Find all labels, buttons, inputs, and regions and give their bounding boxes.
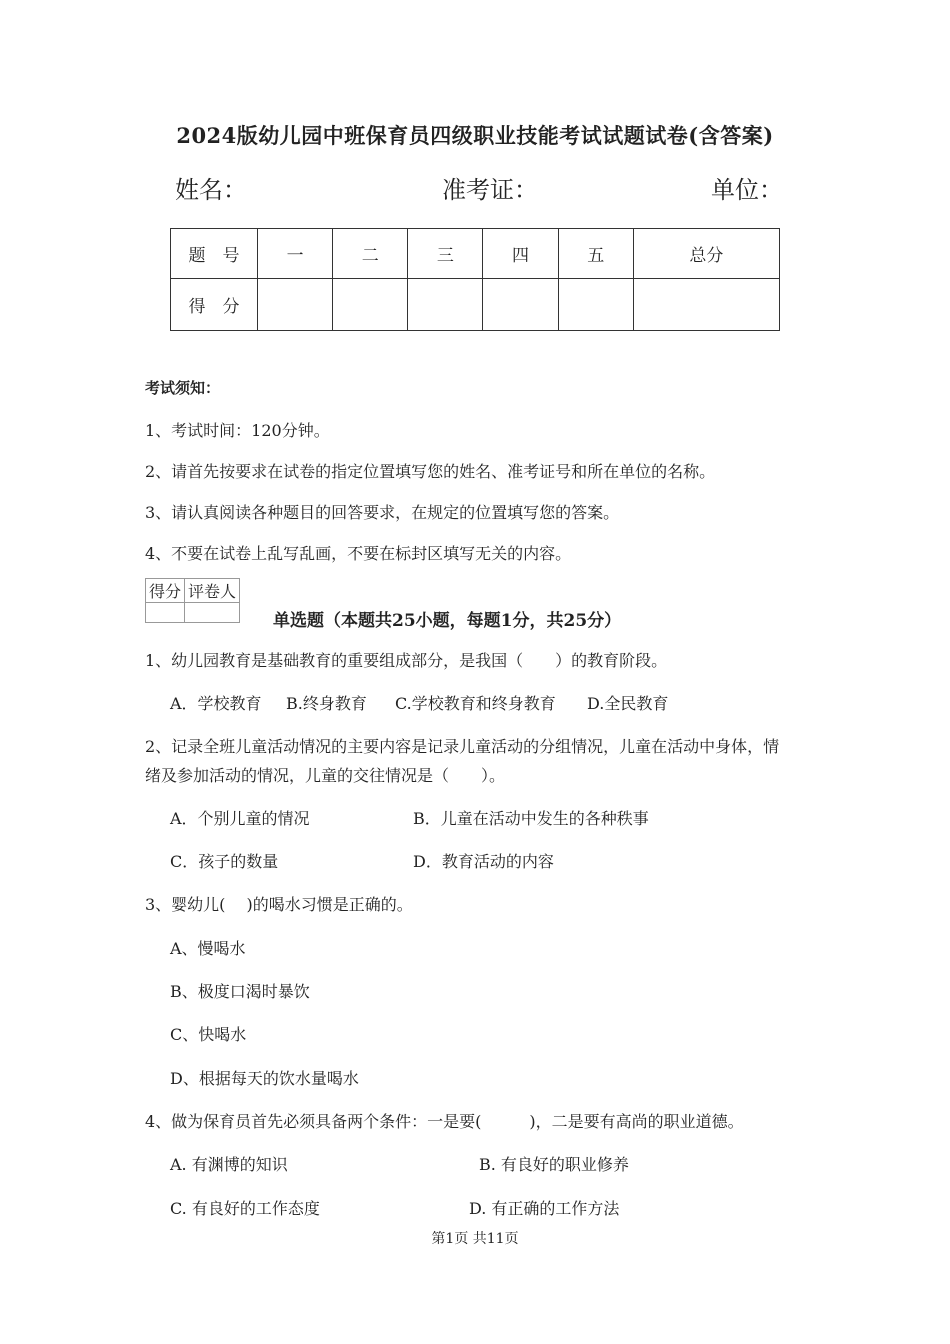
notice-item: 3、请认真阅读各种题目的回答要求，在规定的位置填写您的答案。	[145, 503, 620, 522]
question-2-option-b: B．儿童在活动中发生的各种秩事	[413, 809, 649, 828]
notice-item: 1、考试时间：120分钟。	[145, 421, 330, 440]
section-heading: 单选题（本题共25小题，每题1分，共25分）	[273, 611, 622, 631]
question-2-option-a: A．个别儿童的情况	[170, 809, 310, 828]
grader-score-cell[interactable]	[146, 603, 185, 623]
page-footer: 第1页 共11页	[431, 1231, 519, 1247]
question-3-option-a: A、慢喝水	[170, 939, 246, 958]
score-cell[interactable]	[408, 279, 483, 331]
score-cell[interactable]	[558, 279, 633, 331]
question-1-option-d: D.全民教育	[587, 694, 669, 713]
grader-box	[145, 578, 240, 623]
question-1-option-a: A．学校教育	[170, 694, 262, 713]
question-1-option-c: C.学校教育和终身教育	[395, 694, 556, 713]
score-cell[interactable]	[483, 279, 558, 331]
score-cell[interactable]	[633, 279, 779, 331]
question-2-option-d: D．教育活动的内容	[413, 852, 554, 871]
score-header-cell: 题 号	[171, 229, 258, 279]
question-4-stem: 4、做为保育员首先必须具备两个条件：一是要( )，二是要有高尚的职业道德。	[145, 1112, 744, 1131]
score-table-header-row	[171, 229, 780, 279]
score-header-cell: 三	[408, 229, 483, 279]
notice-item: 4、不要在试卷上乱写乱画，不要在标封区填写无关的内容。	[145, 544, 572, 563]
question-4-option-d: D. 有正确的工作方法	[469, 1199, 620, 1218]
unit-label: 单位：	[711, 176, 783, 204]
question-1-stem: 1、幼儿园教育是基础教育的重要组成部分，是我国（ ）的教育阶段。	[145, 651, 668, 670]
question-3-stem: 3、婴幼儿( )的喝水习惯是正确的。	[145, 895, 413, 914]
question-3-option-c: C、快喝水	[170, 1025, 247, 1044]
score-table	[170, 228, 780, 331]
grader-reviewer-cell[interactable]	[185, 603, 240, 623]
score-header-cell: 四	[483, 229, 558, 279]
score-header-cell: 一	[258, 229, 333, 279]
question-1-option-b: B.终身教育	[286, 694, 367, 713]
notice-heading: 考试须知：	[145, 379, 221, 397]
question-4-option-b: B. 有良好的职业修养	[479, 1155, 629, 1174]
exam-id-label: 准考证：	[442, 176, 538, 204]
score-cell[interactable]	[258, 279, 333, 331]
score-table-score-row	[171, 279, 780, 331]
question-4-option-c: C. 有良好的工作态度	[170, 1199, 320, 1218]
question-2-stem-line-2: 绪及参加活动的情况，儿童的交往情况是（ ）。	[145, 766, 506, 785]
question-3-option-d: D、根据每天的饮水量喝水	[170, 1069, 359, 1088]
document-title: 2024版幼儿园中班保育员四级职业技能考试试题试卷(含答案)	[176, 123, 774, 148]
question-4-option-a: A. 有渊博的知识	[170, 1155, 288, 1174]
score-header-cell: 总分	[633, 229, 779, 279]
name-label: 姓名：	[175, 176, 247, 204]
question-3-option-b: B、极度口渴时暴饮	[170, 982, 310, 1001]
grader-score-label: 得分	[146, 579, 185, 603]
question-2-option-c: C．孩子的数量	[170, 852, 279, 871]
score-row-label: 得 分	[171, 279, 258, 331]
score-header-cell: 二	[333, 229, 408, 279]
notice-item: 2、请首先按要求在试卷的指定位置填写您的姓名、准考证号和所在单位的名称。	[145, 462, 716, 481]
score-cell[interactable]	[333, 279, 408, 331]
grader-reviewer-label: 评卷人	[185, 579, 240, 603]
score-header-cell: 五	[558, 229, 633, 279]
question-2-stem-line-1: 2、记录全班儿童活动情况的主要内容是记录儿童活动的分组情况，儿童在活动中身体，情	[145, 737, 780, 756]
